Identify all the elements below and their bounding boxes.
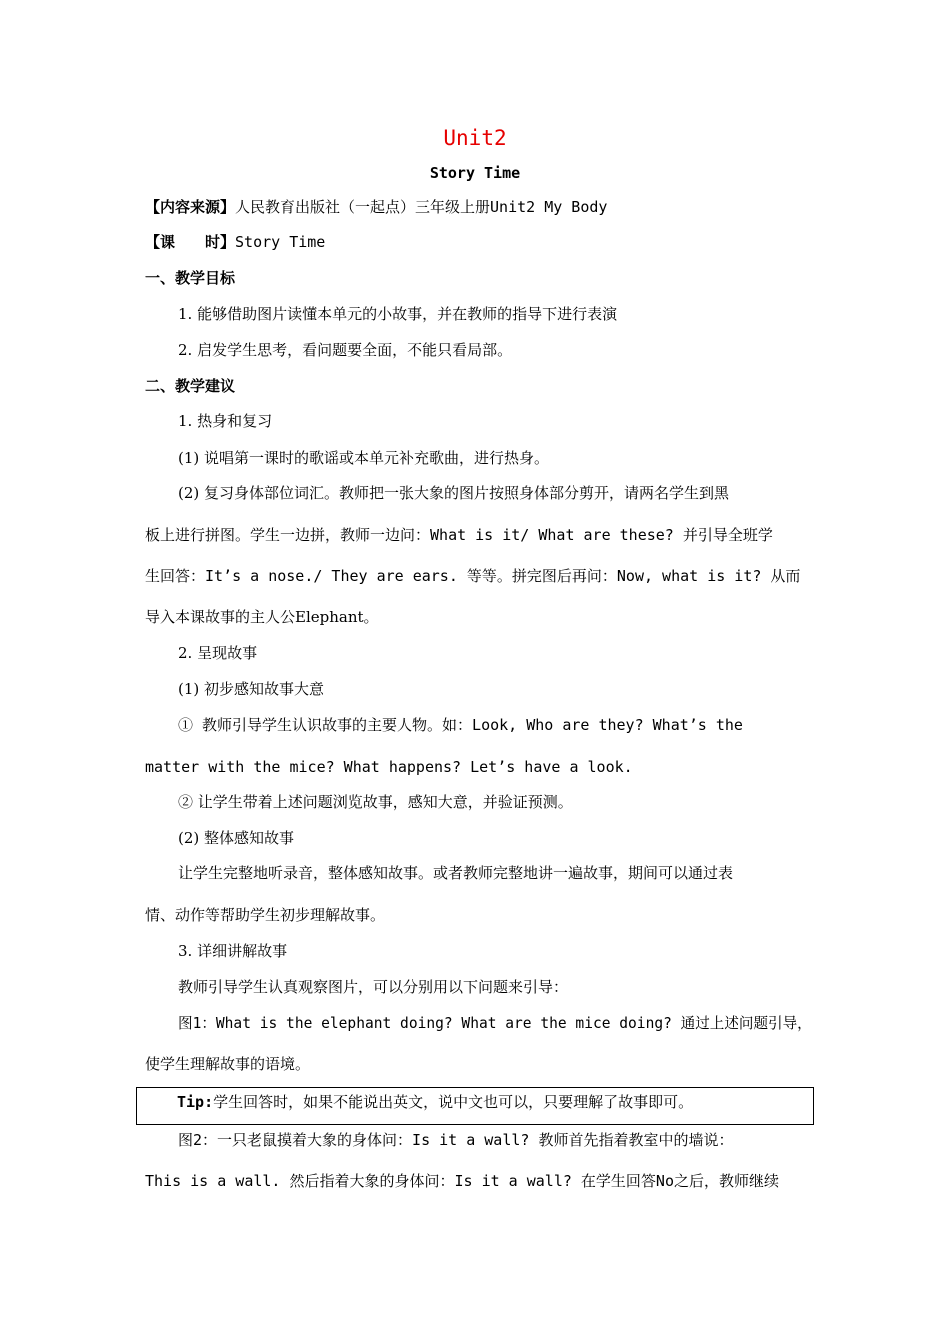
source-value: 人民教育出版社（一起点）三年级上册Unit2 My Body [235,198,608,216]
detail-title: 3. 详细讲解故事 [178,942,288,960]
detail-intro: 教师引导学生认真观察图片，可以分别用以下问题来引导： [178,978,569,996]
lesson-label: 【课 时】 [145,233,236,251]
warmup-step-2-line: (2) 复习身体部位词汇。教师把一张大象的图片按照身体部分剪开，请两名学生到黑 [178,484,730,502]
lesson-line [145,232,325,252]
present-step-1a-line: matter with the mice? What happens? Let’s have a look. [145,758,633,776]
figure2-line: This is a wall. 然后指着大象的身体问：Is it a wall? 在学生回答No之后，教师继续 [145,1172,779,1190]
present-step-1: (1) 初步感知故事大意 [178,680,325,698]
warmup-step-2-line: 导入本课故事的主人公Elephant。 [145,608,379,626]
figure1-line: 使学生理解故事的语境。 [145,1055,311,1073]
tip-text: 学生回答时，如果不能说出英文，说中文也可以，只要理解了故事即可。 [213,1093,694,1111]
tip-label: Tip: [177,1093,214,1111]
section1-heading: 一、教学目标 [145,269,236,287]
page-subtitle: Story Time [429,164,521,182]
present-step-1a-line: ① 教师引导学生认识故事的主要人物。如：Look, Who are they? What’s the [178,716,743,734]
objective-item: 1. 能够借助图片读懂本单元的小故事，并在教师的指导下进行表演 [178,305,618,323]
source-line [145,197,607,217]
figure1-line: 图1：What is the elephant doing? What are the mice doing? 通过上述问题引导， [178,1014,812,1032]
present-step-2: (2) 整体感知故事 [178,829,295,847]
tip-box [136,1087,814,1125]
page-title: Unit2 [443,126,507,150]
source-label: 【内容来源】 [145,198,236,216]
present-step-1b: ② 让学生带着上述问题浏览故事，感知大意，并验证预测。 [178,793,573,811]
warmup-step-2-line: 板上进行拼图。学生一边拼，教师一边问：What is it/ What are these? 并引导全班学 [145,526,773,544]
lesson-value: Story Time [235,233,326,251]
tip-text-line [177,1092,693,1112]
present-title: 2. 呈现故事 [178,644,258,662]
warmup-step-1: (1) 说唱第一课时的歌谣或本单元补充歌曲，进行热身。 [178,449,550,467]
warmup-title: 1. 热身和复习 [178,412,273,430]
figure2-line: 图2：一只老鼠摸着大象的身体问：Is it a wall? 教师首先指着教室中的墙说： [178,1131,734,1149]
section2-heading: 二、教学建议 [145,377,236,395]
present-step-2-line: 让学生完整地听录音，整体感知故事。或者教师完整地讲一遍故事，期间可以通过表 [178,864,734,882]
objective-item: 2. 启发学生思考，看问题要全面，不能只看局部。 [178,341,513,359]
warmup-step-2-line: 生回答：It’s a nose./ They are ears. 等等。拼完图后再问：Now, what is it? 从而 [145,567,801,585]
present-step-2-line: 情、动作等帮助学生初步理解故事。 [145,906,386,924]
